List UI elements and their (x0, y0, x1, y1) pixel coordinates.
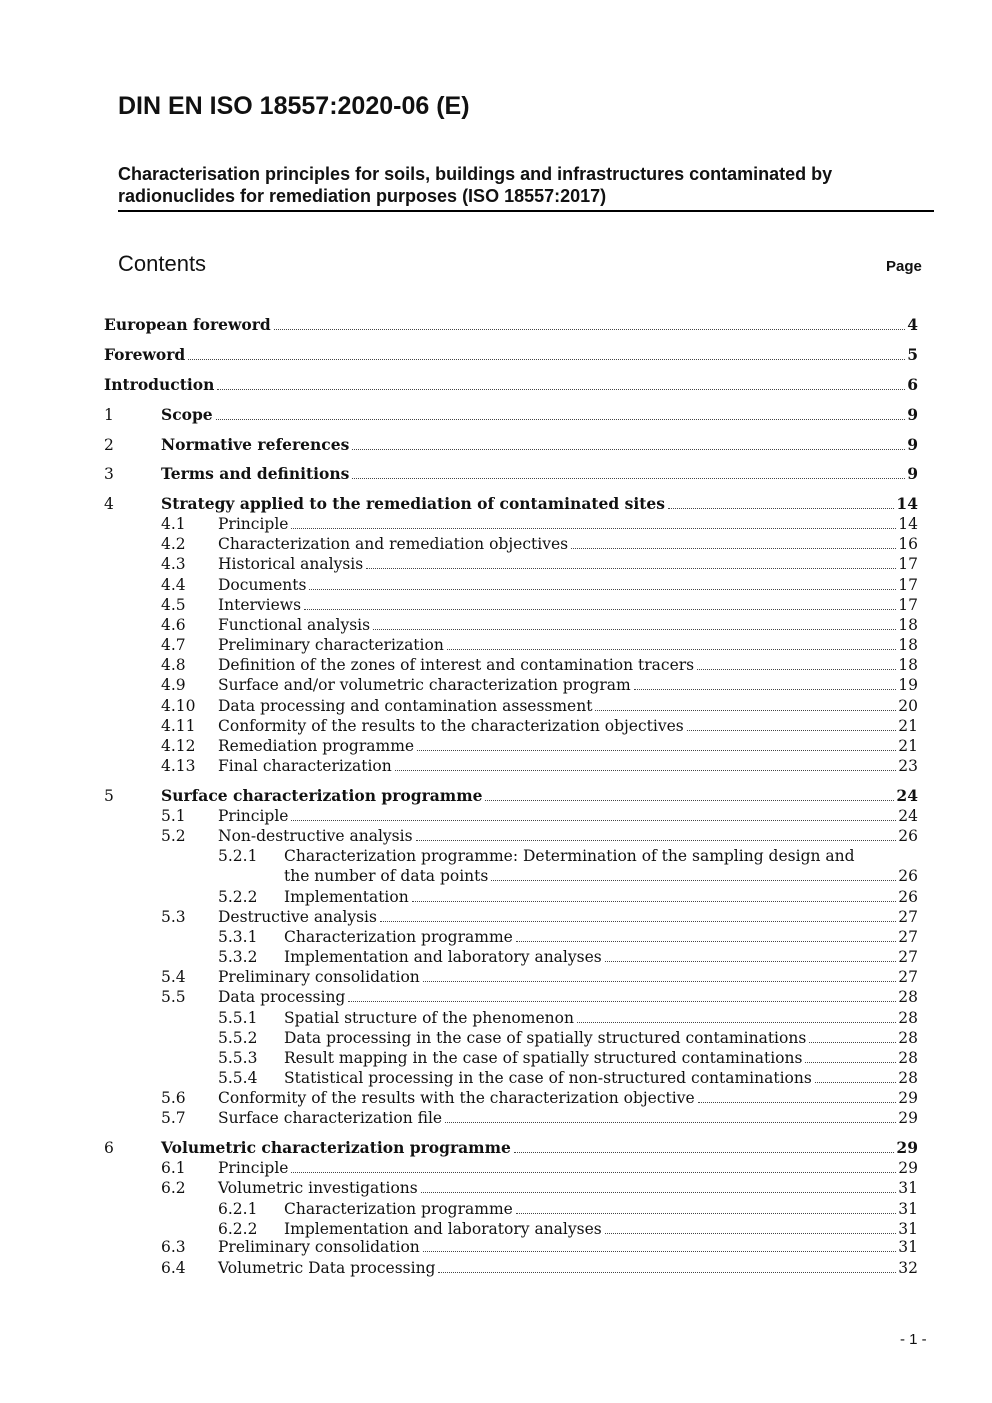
document-subtitle: Characterisation principles for soils, buildings and infrastructures contaminated by radionuclides for remediation purposes (ISO 18557:2017) (118, 164, 833, 206)
toc-entry[interactable] (104, 464, 918, 484)
toc-entry-title: Surface and/or volumetric characterization program (218, 676, 631, 694)
toc-entry-title: Conformity of the results to the characterization objectives (218, 717, 684, 735)
toc-entry[interactable] (218, 1008, 918, 1028)
toc-entry-page: 4 (907, 315, 918, 334)
toc-entry-title: Characterization and remediation objectives (218, 535, 569, 553)
toc-entry-title: Surface characterization programme (161, 786, 483, 805)
toc-entry-title: Preliminary characterization (218, 636, 444, 654)
toc-entry-number: 4.5 (161, 596, 186, 614)
toc-entry-title: Documents (218, 576, 307, 594)
toc-entry[interactable] (161, 675, 918, 695)
toc-entry[interactable] (104, 345, 918, 365)
toc-entry-page: 17 (898, 596, 918, 614)
toc-entry-title: Implementation and laboratory analyses (284, 948, 602, 966)
toc-entry-page: 9 (907, 464, 918, 483)
dot-leader (514, 1151, 895, 1153)
toc-entry-page: 18 (898, 616, 918, 634)
toc-entry-number: 5.5.4 (218, 1069, 258, 1087)
toc-entry[interactable] (161, 1108, 918, 1128)
toc-entry[interactable] (161, 655, 918, 675)
toc-entry-page: 6 (907, 375, 918, 394)
toc-entry-page: 17 (898, 555, 918, 573)
toc-entry[interactable] (161, 1258, 918, 1278)
toc-entry-number: 6.2.2 (218, 1220, 258, 1238)
toc-entry-number: 4.6 (161, 616, 186, 634)
toc-entry-page: 14 (898, 515, 918, 533)
dot-leader (416, 839, 897, 841)
toc-entry-number: 5.2 (161, 827, 186, 845)
dot-leader (809, 1041, 896, 1043)
dot-leader (605, 960, 897, 962)
dot-leader (516, 1212, 896, 1214)
toc-entry[interactable] (104, 435, 918, 455)
toc-entry-page: 21 (898, 737, 918, 755)
dot-leader (423, 1250, 897, 1252)
toc-entry[interactable] (104, 1138, 918, 1158)
toc-entry[interactable] (218, 947, 918, 967)
toc-entry[interactable] (104, 375, 918, 395)
toc-entry-page: 24 (896, 786, 918, 805)
toc-entry-page: 9 (907, 435, 918, 454)
toc-entry-page: 5 (907, 345, 918, 364)
document-title: DIN EN ISO 18557:2020-06 (E) (118, 92, 470, 120)
toc-entry-page: 23 (898, 757, 918, 775)
toc-entry-number: 5.3.2 (218, 948, 258, 966)
toc-entry[interactable] (161, 716, 918, 736)
dot-leader (516, 940, 896, 942)
toc-entry-page: 26 (898, 867, 918, 885)
toc-entry-page: 28 (898, 1069, 918, 1087)
toc-entry-number: 6.1 (161, 1159, 186, 1177)
toc-entry-number: 4.2 (161, 535, 186, 553)
toc-entry[interactable] (104, 494, 918, 514)
dot-leader (274, 328, 905, 330)
toc-entry-title: Data processing in the case of spatially structured contaminations (284, 1029, 807, 1047)
toc-entry-title: Implementation and laboratory analyses (284, 1220, 602, 1238)
toc-entry-page: 29 (898, 1089, 918, 1107)
dot-leader (491, 879, 896, 881)
dot-leader (815, 1081, 896, 1083)
toc-entry-page: 9 (907, 405, 918, 424)
toc-entry-number: 4.3 (161, 555, 186, 573)
toc-entry-page: 32 (898, 1259, 918, 1277)
toc-entry[interactable] (161, 967, 918, 987)
toc-entry-page: 28 (898, 988, 918, 1006)
toc-entry-number: 4.9 (161, 676, 186, 694)
toc-entry-title: Foreword (104, 345, 186, 364)
toc-entry-title: Normative references (161, 435, 350, 454)
dot-leader (395, 769, 897, 771)
toc-entry-title: Volumetric Data processing (218, 1259, 436, 1277)
toc-entry-title: Statistical processing in the case of non-structured contaminations (284, 1069, 812, 1087)
toc-entry-page: 18 (898, 636, 918, 654)
toc-entry-title: Conformity of the results with the characterization objective (218, 1089, 695, 1107)
toc-entry-page: 27 (898, 928, 918, 946)
toc-entry-number: 6.4 (161, 1259, 186, 1277)
toc-entry[interactable] (161, 514, 918, 534)
toc-entry[interactable] (104, 315, 918, 335)
dot-leader (216, 418, 906, 420)
dot-leader (605, 1232, 897, 1234)
dot-leader (352, 477, 905, 479)
toc-entry[interactable] (218, 1028, 918, 1048)
title-divider (118, 210, 934, 212)
toc-entry[interactable] (161, 756, 918, 776)
dot-leader (304, 608, 896, 610)
toc-entry-number: 2 (104, 436, 114, 454)
toc-entry-page: 31 (898, 1179, 918, 1197)
toc-entry[interactable] (161, 595, 918, 615)
toc-entry-title: Functional analysis (218, 616, 371, 634)
dot-leader (348, 1000, 896, 1002)
toc-entry-number: 5.5.2 (218, 1029, 258, 1047)
toc-entry-number: 5.4 (161, 968, 186, 986)
toc-entry-title: Definition of the zones of interest and contamination tracers (218, 656, 695, 674)
dot-leader (698, 1101, 897, 1103)
toc-entry-number: 5.5.1 (218, 1009, 258, 1027)
toc-entry-page: 27 (898, 948, 918, 966)
dot-leader (309, 588, 896, 590)
toc-entry[interactable] (161, 736, 918, 756)
toc-entry[interactable] (218, 1048, 918, 1068)
dot-leader (697, 668, 896, 670)
dot-leader (373, 628, 896, 630)
toc-entry-number: 4.12 (161, 737, 196, 755)
dot-leader (417, 749, 896, 751)
toc-entry-number: 5.3 (161, 908, 186, 926)
toc-entry-page: 26 (898, 827, 918, 845)
dot-leader (438, 1271, 896, 1273)
toc-entry-page: 21 (898, 717, 918, 735)
dot-leader (188, 358, 905, 360)
dot-leader (485, 799, 894, 801)
dot-leader (291, 1171, 896, 1173)
toc-entry[interactable] (161, 1088, 918, 1108)
toc-entry-page: 26 (898, 888, 918, 906)
dot-leader (380, 920, 896, 922)
dot-leader (668, 507, 894, 509)
toc-entry[interactable] (161, 1178, 918, 1198)
toc-entry[interactable] (161, 1158, 918, 1178)
toc-entry-page: 31 (898, 1200, 918, 1218)
toc-entry-title-cont: the number of data points (284, 867, 489, 885)
toc-entry-title: Characterization programme (284, 1200, 513, 1218)
toc-entry[interactable] (161, 554, 918, 574)
page-column-label: Page (886, 258, 922, 275)
toc-entry-title: Principle (218, 1159, 289, 1177)
toc-entry-number: 4.11 (161, 717, 196, 735)
toc-entry-title: Scope (161, 405, 213, 424)
toc-entry-page: 29 (898, 1109, 918, 1127)
toc-entry-number: 5.5.3 (218, 1049, 258, 1067)
toc-entry-title: Data processing and contamination assessment (218, 697, 593, 715)
toc-entry-number: 1 (104, 406, 114, 424)
toc-entry-page: 24 (898, 807, 918, 825)
dot-leader (352, 448, 905, 450)
toc-entry[interactable] (161, 1237, 918, 1257)
toc-entry[interactable] (104, 786, 918, 806)
toc-entry-page: 29 (898, 1159, 918, 1177)
dot-leader (445, 1121, 896, 1123)
toc-entry[interactable] (161, 534, 918, 554)
toc-entry-title: Preliminary consolidation (218, 1238, 420, 1256)
contents-heading: Contents (118, 251, 207, 276)
toc-entry-title: Non-destructive analysis (218, 827, 413, 845)
dot-leader (595, 709, 896, 711)
toc-entry-number: 4.13 (161, 757, 196, 775)
dot-leader (291, 819, 896, 821)
dot-leader (421, 1191, 897, 1193)
toc-entry[interactable] (218, 887, 918, 907)
toc-entry-number: 6 (104, 1139, 114, 1157)
toc-entry-continuation[interactable] (284, 866, 918, 886)
toc-entry-page: 16 (898, 535, 918, 553)
toc-entry-page: 31 (898, 1238, 918, 1256)
dot-leader (571, 547, 896, 549)
toc-entry-number: 4.4 (161, 576, 186, 594)
toc-entry-number: 5.2.2 (218, 888, 258, 906)
page-number: - 1 - (900, 1331, 927, 1348)
toc-entry[interactable] (161, 635, 918, 655)
toc-entry-title: Final characterization (218, 757, 392, 775)
toc-entry-number: 5.2.1 (218, 847, 258, 865)
toc-entry-title: Characterization programme (284, 928, 513, 946)
toc-entry-page: 31 (898, 1220, 918, 1238)
toc-entry-number: 5.6 (161, 1089, 186, 1107)
toc-entry-title: Preliminary consolidation (218, 968, 420, 986)
toc-entry-number: 5.5 (161, 988, 186, 1006)
dot-leader (366, 567, 896, 569)
toc-entry-title: Terms and definitions (161, 464, 350, 483)
dot-leader (423, 980, 897, 982)
toc-entry-page: 27 (898, 968, 918, 986)
toc-entry-title: Historical analysis (218, 555, 364, 573)
toc-entry-title: Interviews (218, 596, 302, 614)
toc-entry-page: 20 (898, 697, 918, 715)
toc-entry[interactable] (161, 696, 918, 716)
dot-leader (447, 648, 896, 650)
toc-entry-number: 4 (104, 495, 114, 513)
toc-entry-title: Spatial structure of the phenomenon (284, 1009, 574, 1027)
toc-entry[interactable] (161, 826, 918, 846)
dot-leader (634, 688, 897, 690)
toc-entry-page: 14 (896, 494, 918, 513)
toc-entry[interactable] (218, 846, 898, 866)
toc-entry-page: 18 (898, 656, 918, 674)
toc-entry-title: Principle (218, 807, 289, 825)
toc-entry[interactable] (218, 1068, 918, 1088)
dot-leader (805, 1061, 896, 1063)
toc-entry-number: 4.8 (161, 656, 186, 674)
toc-entry-title: Data processing (218, 988, 346, 1006)
toc-entry-page: 19 (898, 676, 918, 694)
toc-entry[interactable] (161, 987, 918, 1007)
toc-entry-number: 3 (104, 465, 114, 483)
toc-entry-title: Principle (218, 515, 289, 533)
toc-entry-title: Characterization programme: Determination of the sampling design and (284, 847, 855, 865)
toc-entry[interactable] (218, 927, 918, 947)
dot-leader (687, 729, 897, 731)
toc-entry[interactable] (218, 1219, 918, 1239)
toc-entry-page: 28 (898, 1029, 918, 1047)
toc-entry-title: Volumetric characterization programme (161, 1138, 511, 1157)
toc-entry[interactable] (161, 615, 918, 635)
toc-entry[interactable] (161, 907, 918, 927)
toc-entry[interactable] (161, 806, 918, 826)
toc-entry[interactable] (218, 1199, 918, 1219)
toc-entry-page: 28 (898, 1009, 918, 1027)
toc-entry-number: 6.2 (161, 1179, 186, 1197)
toc-entry[interactable] (161, 575, 918, 595)
toc-entry-title: Implementation (284, 888, 409, 906)
dot-leader (217, 388, 905, 390)
toc-entry-number: 6.2.1 (218, 1200, 258, 1218)
toc-entry-page: 29 (896, 1138, 918, 1157)
toc-entry[interactable] (104, 405, 918, 425)
dot-leader (291, 527, 896, 529)
toc-entry-number: 6.3 (161, 1238, 186, 1256)
toc-entry-number: 4.10 (161, 697, 196, 715)
toc-entry-title: European foreword (104, 315, 271, 334)
toc-entry-page: 17 (898, 576, 918, 594)
toc-entry-title: Destructive analysis (218, 908, 377, 926)
dot-leader (412, 900, 897, 902)
toc-entry-number: 5.3.1 (218, 928, 258, 946)
toc-entry-page: 28 (898, 1049, 918, 1067)
toc-entry-number: 4.7 (161, 636, 186, 654)
toc-entry-title: Remediation programme (218, 737, 415, 755)
toc-entry-title: Introduction (104, 375, 215, 394)
toc-entry-title: Surface characterization file (218, 1109, 443, 1127)
toc-entry-number: 4.1 (161, 515, 186, 533)
toc-entry-page: 27 (898, 908, 918, 926)
toc-entry-title: Volumetric investigations (218, 1179, 418, 1197)
dot-leader (577, 1021, 896, 1023)
toc-entry-number: 5.7 (161, 1109, 186, 1127)
toc-entry-number: 5 (104, 787, 114, 805)
toc-entry-title: Strategy applied to the remediation of contaminated sites (161, 494, 665, 513)
toc-entry-title: Result mapping in the case of spatially structured contaminations (284, 1049, 803, 1067)
toc-entry-number: 5.1 (161, 807, 186, 825)
